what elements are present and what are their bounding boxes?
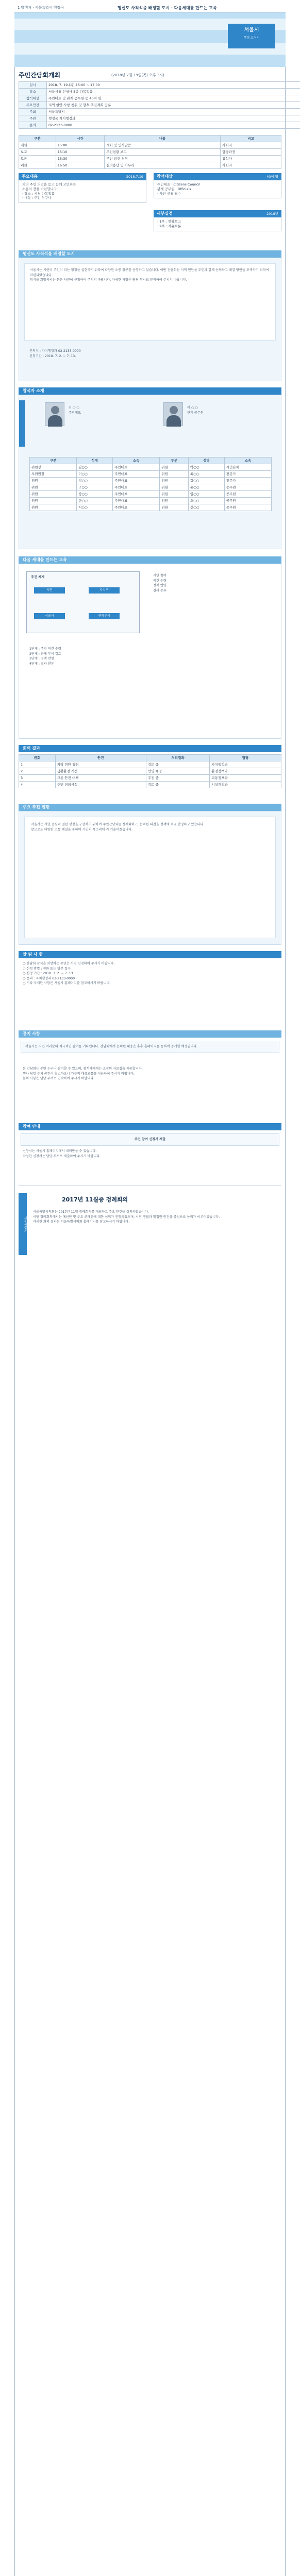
info-key: 일시 [19,82,47,89]
info-key: 주관 [19,115,47,122]
right-block-line: 관계 공무원 · Officials [157,187,191,191]
results-row [19,768,281,775]
section6-box: 주민 참여 신청서 제출 [21,1133,279,1146]
meeting-subtitle: (2018년 7월 19일(목) 오후 3시) [111,73,164,77]
schedule-table [19,135,281,169]
people-row [30,491,272,498]
section1-note: 신청기간 : 2018. 7. 2. ~ 7. 13. [29,354,76,358]
info-row [19,95,300,102]
people-cell: 공무원 [224,491,271,498]
people-row [30,498,272,504]
logo [228,24,275,48]
results-cell: 시설계획과 [210,782,281,788]
people-cell: 한○○ [77,498,113,504]
process-items [153,573,272,593]
left-block-title: 주요내용 [22,174,38,179]
people-cell: 위원 [30,491,77,498]
header [14,4,286,67]
info-key: 문의 [19,122,47,129]
info-value: 2018. 7. 19.(목) 15:00 ~ 17:00 [47,82,300,89]
section3-paragraph: 서울시는 시민 중심의 열린 행정을 구현하기 위하여 주민간담회를 정례화하고, 논의된 의견을 정책에 적극 반영하고 있습니다. [31,823,205,826]
section3-text [24,817,276,938]
results-cell: 교통정책과 [210,775,281,782]
schedule-cell: 개회 및 인사말씀 [105,142,221,149]
people-cell: 주민대표 [113,478,160,484]
footer-text [33,1210,278,1225]
info-row [19,115,300,122]
left-block-right: 2018.7.19 [126,175,143,179]
person-role: 관계 공무원 [187,411,204,415]
schedule-cell: 15:00 [56,142,104,149]
people-cell: 위원 [160,498,189,504]
people-cell: 위원 [160,464,189,471]
section1-panel [19,258,281,381]
results-cell: 안건 [55,755,146,761]
process-step: 2단계 : 관계 부서 검토 [29,652,61,656]
process-step: 4단계 : 결과 환류 [29,662,54,666]
section1-note: 문의처 : 자치행정과 02-2133-0000 [29,349,81,353]
section3-paragraph: 앞으로도 다양한 소통 채널을 통하여 시민의 목소리에 귀 기울이겠습니다. [31,827,133,832]
people-row [30,504,272,511]
people-cell: 이○○ [77,471,113,478]
right-block-2-head [154,210,281,217]
right-block-line: · 사전 신청 필수 [157,191,181,196]
right-block [154,173,281,198]
results-row [19,755,281,761]
schedule-row [19,149,281,156]
people-cell: 주민대표 [113,484,160,491]
section6-title: 참여 안내 [19,1123,281,1130]
people-table [29,457,272,511]
people-header: 구분 [160,457,189,464]
left-block-head [19,173,146,180]
people-cell: 임○○ [188,491,224,498]
section5-notice: 서울시는 시민 여러분의 적극적인 참여를 기다립니다. 간담회에서 논의된 내용은 추후 홈페이지를 통하여 공개할 예정입니다. [21,1041,279,1053]
people-cell: 위원 [160,484,189,491]
footer-paragraph: 자세한 회의 결과는 서울특별시의회 홈페이지를 참고하시기 바랍니다. [33,1220,130,1224]
results-cell: 검토 중 [146,761,209,768]
people-cell: 위원 [30,498,77,504]
results-cell: 자치행정과 [210,761,281,768]
people-cell: 위원 [160,478,189,484]
schedule-row [19,156,281,162]
schedule-header: 시간 [56,135,104,142]
section3-panel [19,811,281,945]
info-value: 서울특별시 [47,109,300,115]
section5-paragraph: 본 간담회는 주민 누구나 참여할 수 있으며, 참석자에게는 소정의 자료집을 제공합니다. [23,1067,143,1071]
results-cell: 반영 예정 [146,768,209,775]
footer-title: 2017년 11월중 정례회의 [62,1196,128,1203]
schedule-cell: 사회자 [221,162,281,169]
section4-item: ○ 신청 방법 : 전화 또는 방문 접수 [23,967,71,971]
person-photo [45,402,64,426]
people-cell: 강○○ [188,478,224,484]
info-key: 장소 [19,89,47,95]
section1-paragraph: 참석을 희망하시는 분은 사전에 신청하여 주시기 바랍니다. 자세한 사항은 담당 부서로 문의하여 주시기 바랍니다. [30,278,187,282]
people-cell: 주민대표 [113,498,160,504]
right-block-line: 주민대표 · Citizens Council [157,182,200,187]
people-cell: 위원장 [30,464,77,471]
people-cell: 김○○ [77,464,113,471]
schedule-cell: 추진현황 보고 [105,149,221,156]
people-cell: 시민단체 [224,464,271,471]
info-row [19,89,300,95]
people-cell: 최○○ [188,471,224,478]
section4-item: ○ 문의 : 자치행정과 02-2133-0000 [23,976,75,980]
schedule-row [19,162,281,169]
right-block-2 [154,210,281,231]
right-block-2-line: · 2부 : 자유토론 [157,224,181,228]
right-block-head [154,173,281,180]
info-key: 주요안건 [19,102,47,109]
schedule-cell: 질의응답 및 마무리 [105,162,221,169]
people-cell: 서○○ [77,504,113,511]
people-cell: 위원 [30,504,77,511]
schedule-cell: 주민 의견 청취 [105,156,221,162]
info-value: 서울시청 신청사 8층 다목적홀 [47,89,300,95]
page-label: 1 발행처 · 서울특별시 행정국 [18,6,64,10]
results-row [19,775,281,782]
section1-paragraph: 서울시는 시민이 주인이 되는 행정을 실현하기 위하여 다양한 소통 창구를 운영하고 있습니다. 이번 간담회는 지역 현안을 주민과 함께 논의하고 해결 방안을 모색하기 위하여 마련되었습니다. [30,268,269,277]
schedule-cell: 개회 [19,142,56,149]
meeting-title: 주민간담회개최 [19,72,61,79]
section5-paragraph: 행사 당일 주차 공간이 협소하오니 가급적 대중교통을 이용하여 주시기 바랍니다. [23,1072,135,1076]
process-step: 1단계 : 주민 의견 수렴 [29,647,61,651]
people-header: 성명 [188,457,224,464]
people-side-tab [19,400,25,447]
results-cell: 3 [19,775,56,782]
people-cell: 위원 [160,504,189,511]
right-block-2-title: 세부일정 [157,211,173,216]
people-cell: 주민대표 [113,464,160,471]
info-key: 주최 [19,109,47,115]
left-block-line: 지역 주민 의견을 듣고 함께 고민하는 [22,182,76,187]
footer-paragraph: 이번 정례회의에서는 예산안 및 주요 조례안에 대한 심의가 진행되었으며, 시민 생활과 밀접한 안건을 중심으로 논의가 이루어졌습니다. [33,1215,220,1219]
schedule-cell: 참석자 [221,156,281,162]
section3-title: 주요 추진 현황 [19,804,281,811]
section1-text [24,263,276,341]
meeting-title-row [19,71,281,79]
process-list [29,647,272,666]
section6-paragraph: 작성한 신청서는 담당 부서로 제출하여 주시기 바랍니다. [23,1154,101,1158]
logo-text: 서울시 [244,27,259,33]
info-value: 주민대표 및 관계 공무원 등 40여 명 [47,95,300,102]
left-block-line: · 대상 : 주민 누구나 [22,196,52,200]
right-block-2-line: · 1부 : 현황보고 [157,219,181,224]
person-name: 이 ○ ○ [187,406,198,410]
people-cell: 장○○ [77,491,113,498]
diagram-node: 자치구 [89,587,120,594]
people-cell: 위원 [30,484,77,491]
section6-text [23,1149,277,1159]
footer-side-tab: 서울시정보 [19,1193,27,1255]
section4-title: 알 림 사 항 [19,951,281,958]
schedule-cell: 16:50 [56,162,104,169]
section4-item: ○ 간담회 참석을 희망하는 주민은 사전 신청하여 주시기 바랍니다. [23,962,115,965]
people-row [30,478,272,484]
process-panel [19,564,281,739]
people-row [30,484,272,491]
people-cell: 오○○ [188,498,224,504]
process-item: 의견 수렴 [153,579,166,583]
right-block-2-right: 2018년 [266,212,278,216]
logo-sub: 행정 소식지 [243,36,260,40]
people-cell: 위원 [160,491,189,498]
results-cell: 담당 [210,755,281,761]
schedule-header: 비고 [221,135,281,142]
right-block-right: 40여 명 [266,175,278,179]
people-panel [19,395,281,549]
people-row [30,471,272,478]
people-cell: 공무원 [224,484,271,491]
process-item: 결과 공유 [153,588,166,592]
schedule-header: 구분 [19,135,56,142]
info-row [19,109,300,115]
person-role: 주민대표 [69,411,81,415]
info-value: 행정국 자치행정과 [47,115,300,122]
schedule-header: 내용 [105,135,221,142]
results-cell: 추진 중 [146,775,209,782]
people-cell: 위원 [30,478,77,484]
results-table [19,754,281,788]
people-cell: 전문가 [224,478,271,484]
info-row [19,102,300,109]
right-block-2-body [154,217,281,231]
people-header: 구분 [30,457,77,464]
people-row [30,464,272,471]
people-cell: 위원 [160,471,189,478]
section5-text [23,1066,277,1081]
right-block-title: 참석대상 [157,174,173,179]
people-cell: 주민대표 [113,471,160,478]
people-title: 참석자 소개 [19,387,281,395]
person-name: 김 ○ ○ [69,406,79,410]
issue-title: 행신도 사직석을 배정할 도시 · 다음세대를 만드는 교육 [118,6,217,10]
people-cell: 전문가 [224,471,271,478]
people-cell: 정○○ [77,478,113,484]
schedule-cell: 담당과장 [221,149,281,156]
info-key: 참석대상 [19,95,47,102]
left-block-body [19,180,146,203]
people-cell: 주민대표 [113,504,160,511]
footer-paragraph: 서울특별시의회는 2017년 11월 정례회의를 개최하고 주요 안건을 심의하였습니다. [33,1210,149,1214]
people-cell: 주민대표 [113,491,160,498]
info-value: 02-2133-0000 [47,122,300,129]
schedule-cell: 토론 [19,156,56,162]
schedule-cell: 보고 [19,149,56,156]
section5-title: 공지 사항 [19,1030,281,1038]
people-cell: 부위원장 [30,471,77,478]
section4-item: ○ 신청 기간 : 2018. 7. 2. ~ 7. 13. [23,972,74,976]
info-row [19,122,300,129]
process-step: 3단계 : 정책 반영 [29,657,54,661]
results-cell: 생활환경 개선 [55,768,146,775]
results-cell: 주민 편의시설 [55,782,146,788]
people-header: 성명 [77,457,113,464]
info-row [19,82,300,89]
schedule-cell: 15:30 [56,156,104,162]
process-item: 시민 참여 [153,574,166,578]
results-cell: 처리결과 [146,755,209,761]
meeting-info-table [19,81,300,129]
section1-title: 행신도 사직석을 배정할 도시 [19,250,281,258]
schedule-cell: 폐회 [19,162,56,169]
info-value: 지역 현안 사항 청취 및 향후 추진계획 공유 [47,102,300,109]
process-title: 다음 세대를 만드는 교육 [19,556,281,564]
section4-item: ○ 기타 자세한 사항은 서울시 홈페이지를 참고하시기 바랍니다. [23,981,111,986]
diagram-node: 시민 [34,587,65,594]
schedule-cell: 사회자 [221,142,281,149]
results-cell: 지역 현안 청취 [55,761,146,768]
schedule-row [19,142,281,149]
header-banner [14,12,286,67]
process-diagram [26,571,140,633]
results-row [19,761,281,768]
results-cell: 환경정책과 [210,768,281,775]
results-cell: 4 [19,782,56,788]
results-cell: 번호 [19,755,56,761]
left-block-line: · 장소 : 시청 다목적홀 [22,191,55,196]
person-photo [163,402,183,426]
people-cell: 공무원 [224,498,271,504]
diagram-node: 관계부서 [89,613,120,619]
left-block [19,173,146,203]
header-top [14,4,286,12]
section4-items [23,961,277,986]
people-cell: 조○○ [77,484,113,491]
results-cell: 검토 중 [146,782,209,788]
section2-title: 회의 결과 [19,745,281,752]
people-cell: 신○○ [188,504,224,511]
people-header: 소속 [113,457,160,464]
people-cell: 공무원 [224,504,271,511]
right-block-body [154,180,281,198]
process-box-title: 추진 체계 [31,575,45,579]
results-row [19,782,281,788]
schedule-cell: 15:10 [56,149,104,156]
people-header: 소속 [224,457,271,464]
section1-notes [29,349,271,359]
section6-paragraph: 신청서는 서울시 홈페이지에서 내려받을 수 있습니다. [23,1149,97,1153]
results-cell: 2 [19,768,56,775]
results-cell: 1 [19,761,56,768]
left-block-line: 소통의 장을 마련합니다. [22,187,58,191]
process-item: 정책 반영 [153,584,166,588]
people-cell: 윤○○ [188,484,224,491]
section5-paragraph: 문의 사항은 담당 부서로 연락하여 주시기 바랍니다. [23,1077,95,1081]
diagram-node: 서울시 [34,613,65,619]
people-cell: 박○○ [188,464,224,471]
results-cell: 교통 안전 대책 [55,775,146,782]
